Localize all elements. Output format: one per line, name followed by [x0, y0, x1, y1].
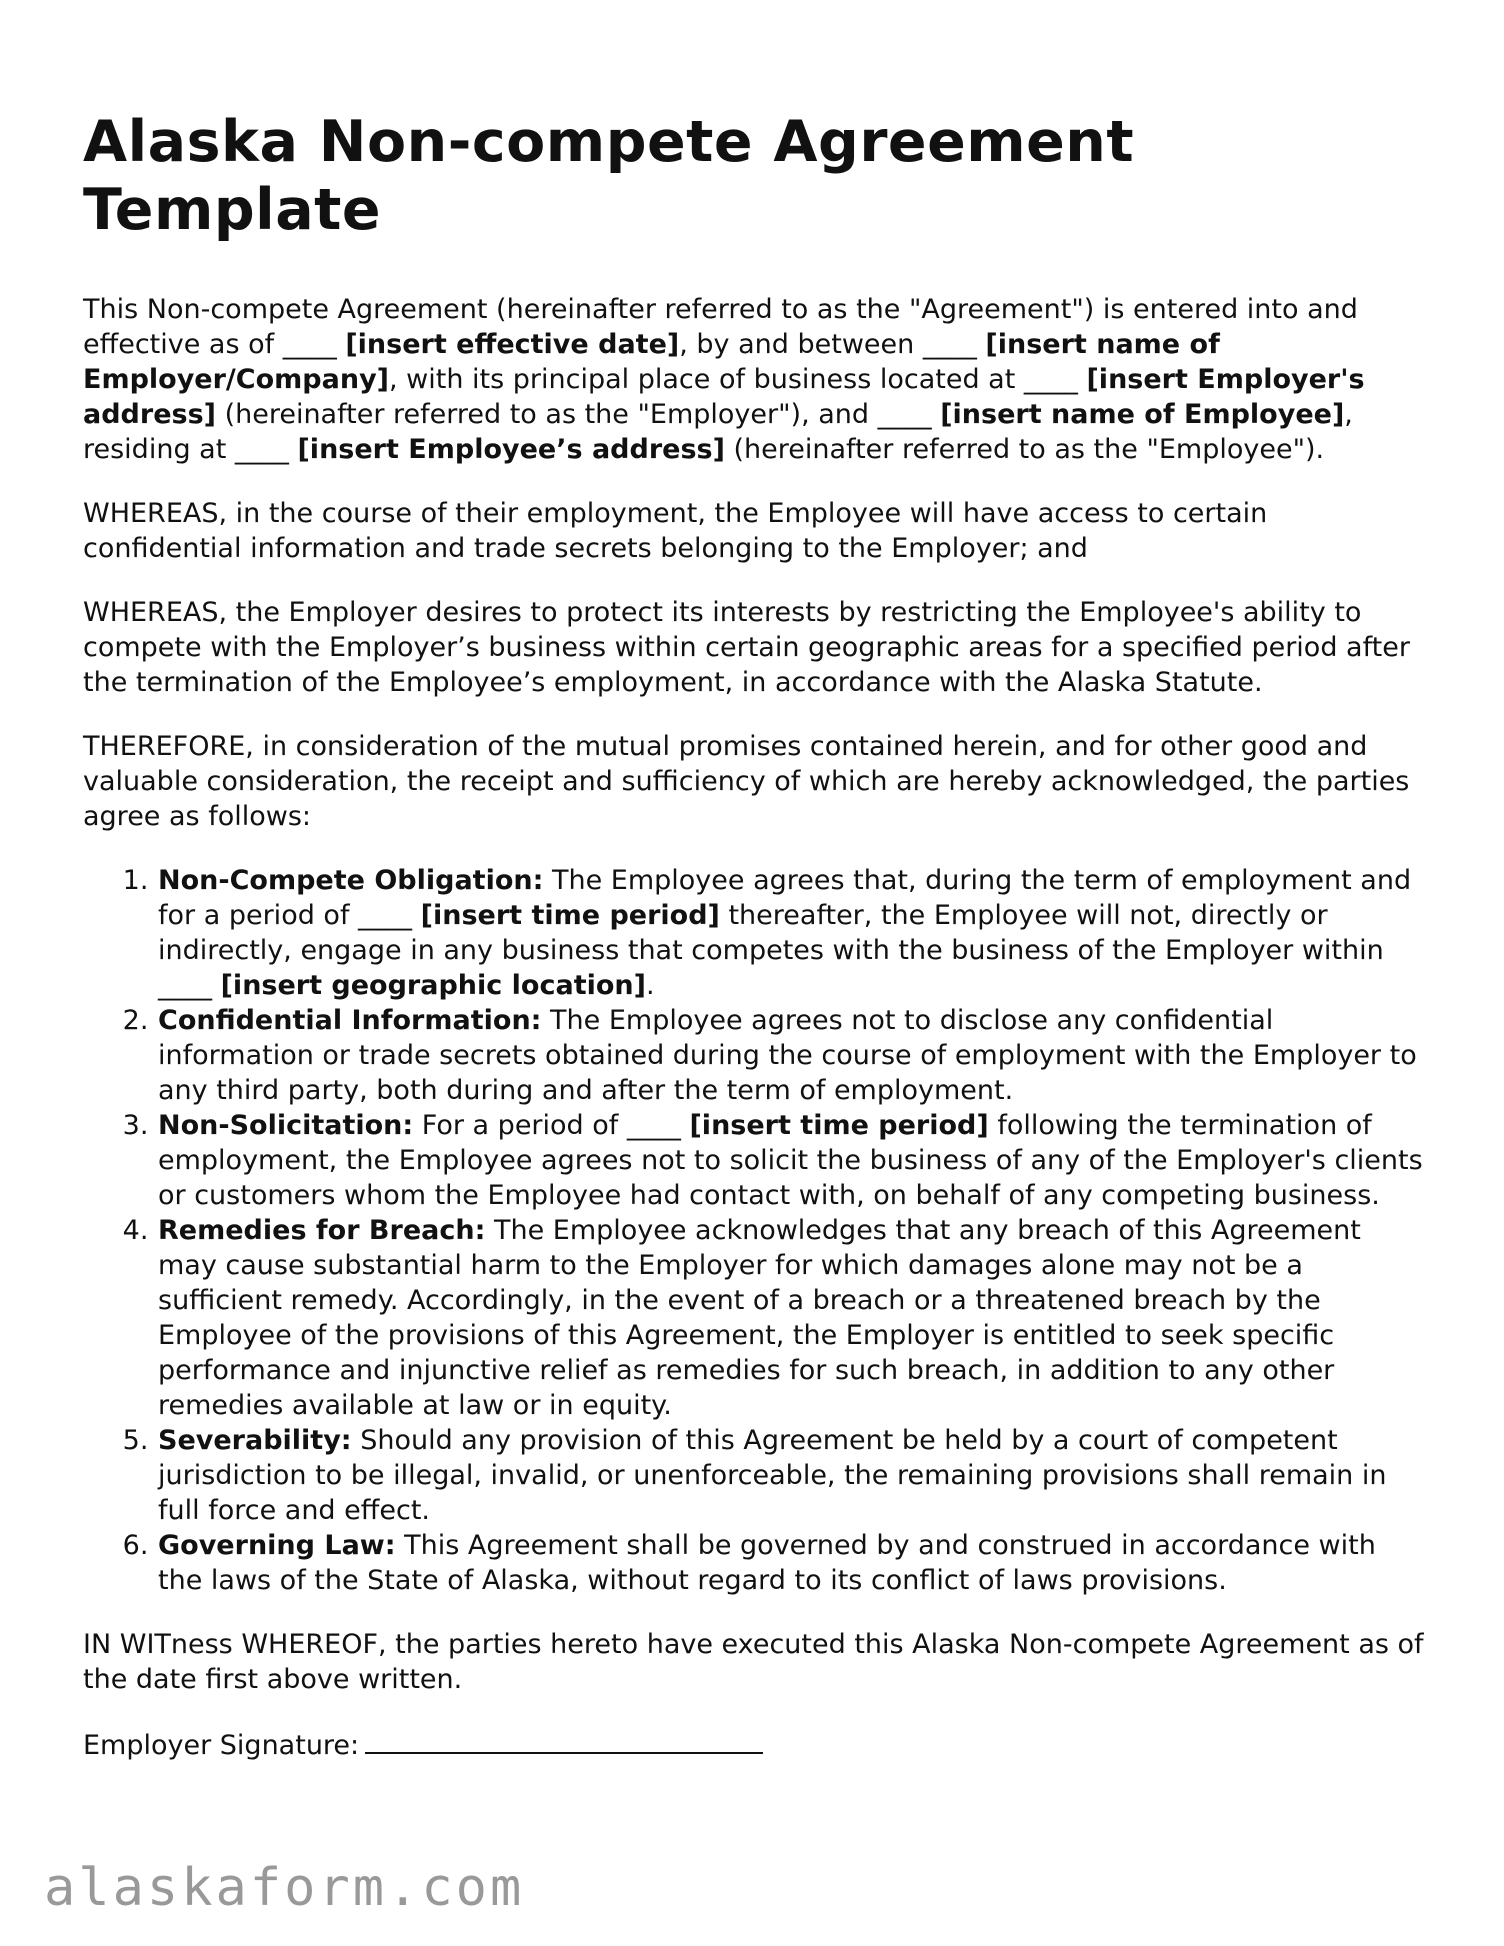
intro-text: (hereinafter referred to as the "Employer"), and ____	[215, 399, 941, 430]
placeholder-geographic-location: [insert geographic location]	[220, 970, 646, 1001]
clause-text: following the termination of employment, the Employee agrees not to solicit the business of any of the Employer's clients or customers whom the Employee had contact with, on behalf of any competing business.	[158, 1110, 1423, 1211]
watermark-logo: alaskaform.com	[44, 1858, 525, 1918]
clause-text: Should any provision of this Agreement be held by a court of competent jurisdiction to be illegal, invalid, or unenforceable, the remaining provisions shall remain in full force and effect.	[158, 1425, 1387, 1526]
list-item	[157, 863, 1428, 1003]
clause-text: For a period of ____	[413, 1110, 690, 1141]
list-item	[157, 1108, 1428, 1213]
intro-text: , residing at ____	[83, 399, 1353, 465]
clause-text: .	[645, 970, 655, 1001]
clause-heading: Severability:	[158, 1425, 352, 1456]
clause-heading: Remedies for Breach:	[158, 1215, 486, 1246]
placeholder-time-period: [insert time period]	[689, 1110, 989, 1141]
clause-list	[83, 863, 1428, 1598]
intro-text: This Non-compete Agreement (hereinafter referred to as the "Agreement") is entered into and effective as of ____	[83, 294, 1358, 360]
clause-text: thereafter, the Employee will not, directly or indirectly, engage in any business that competes with the business of the Employer within ____	[158, 900, 1384, 1001]
document-page	[83, 108, 1428, 1763]
placeholder-employer-name: [insert name of Employer/Company]	[83, 329, 1220, 395]
intro-text: , with its principal place of business located at ____	[389, 364, 1087, 395]
clause-text: The Employee agrees that, during the term of employment and for a period of ____	[158, 865, 1412, 931]
placeholder-employee-address: [insert Employee’s address]	[297, 434, 725, 465]
placeholder-time-period: [insert time period]	[420, 900, 720, 931]
list-item	[157, 1213, 1428, 1423]
whereas-paragraph-2: WHEREAS, the Employer desires to protect its interests by restricting the Employee's ability to compete with the Employer’s business within certain geographic areas for a specified period after the termination of the Employee’s employment, in accordance with the Alaska Statute.	[83, 597, 1410, 698]
clause-heading: Non-Compete Obligation:	[158, 865, 544, 896]
clause-text: The Employee acknowledges that any breach of this Agreement may cause substantial harm to the Employer for which damages alone may not be a sufficient remedy. Accordingly, in the event of a breach or a threatened breach by the Employee of the provisions of this Agreement, the Employer is entitled to seek specific performance and injunctive relief as remedies for such breach, in addition to any other remedies available at law or in equity.	[158, 1215, 1361, 1421]
placeholder-effective-date: [insert effective date]	[345, 329, 680, 360]
clause-heading: Confidential Information:	[158, 1005, 542, 1036]
list-item	[157, 1423, 1428, 1528]
signature-label: Employer Signature:	[83, 1730, 360, 1761]
list-item	[157, 1528, 1428, 1598]
placeholder-employer-address: [insert Employer's address]	[83, 364, 1365, 430]
intro-text: , by and between ____	[679, 329, 986, 360]
list-item	[157, 1003, 1428, 1108]
clause-text: This Agreement shall be governed by and construed in accordance with the laws of the State of Alaska, without regard to its conflict of laws provisions.	[158, 1530, 1376, 1596]
therefore-paragraph: THEREFORE, in consideration of the mutual promises contained herein, and for other good and valuable consideration, the receipt and sufficiency of which are hereby acknowledged, the parties agree as follows:	[83, 731, 1410, 832]
page-title: Alaska Non-compete Agreement Template	[83, 109, 1135, 243]
intro-text: (hereinafter referred to as the "Employee").	[724, 434, 1325, 465]
clause-heading: Non-Solicitation:	[158, 1110, 414, 1141]
signature-line[interactable]	[365, 1726, 763, 1754]
clause-text: The Employee agrees not to disclose any confidential information or trade secrets obtained during the course of employment with the Employer to any third party, both during and after the term of employment.	[158, 1005, 1417, 1106]
witness-paragraph: IN WITness WHEREOF, the parties hereto have executed this Alaska Non-compete Agreement as of the date first above written.	[83, 1629, 1424, 1695]
whereas-paragraph-1: WHEREAS, in the course of their employment, the Employee will have access to certain confidential information and trade secrets belonging to the Employer; and	[83, 498, 1268, 564]
placeholder-employee-name: [insert name of Employee]	[940, 399, 1345, 430]
intro-paragraph	[83, 292, 1428, 467]
clause-heading: Governing Law:	[158, 1530, 396, 1561]
employer-signature-row	[83, 1726, 1428, 1763]
